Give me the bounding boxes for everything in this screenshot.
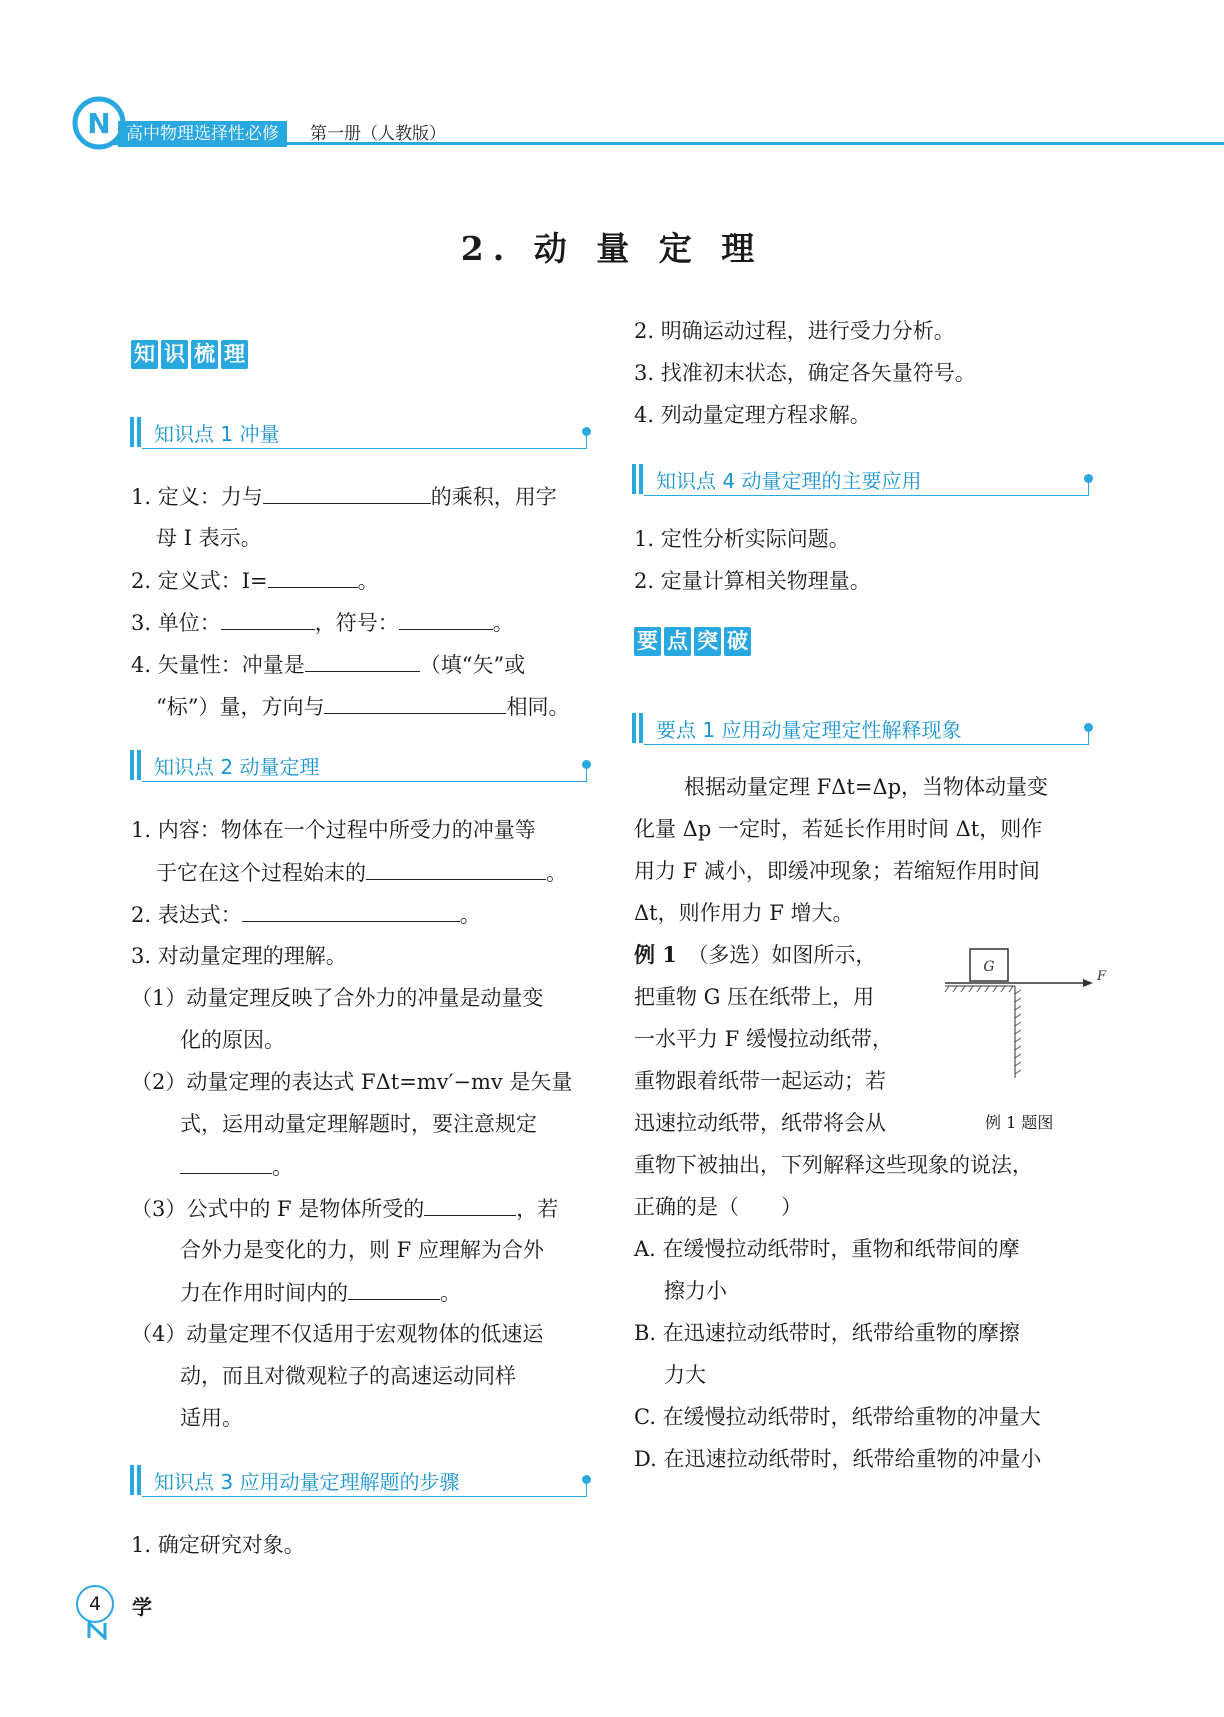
kp2-sub-4: （4）动量定理不仅适用于宏观物体的低速运: [131, 1322, 544, 1346]
example-line-1: 例 1 （多选）如图所示，: [634, 942, 877, 967]
footer-tag: 学: [132, 1595, 152, 1619]
kp3-step-2: 2. 明确运动过程，进行受力分析。: [634, 319, 955, 343]
kp1-line-4: 4. 矢量性：冲量是 （填“矢”或: [131, 643, 525, 686]
knowledge-point-3-heading: [130, 1459, 595, 1497]
kp1-line-1: 1. 定义：力与 的乘积，用字: [131, 475, 557, 518]
kp2-sub-2b: 式，运用动量定理解题时，要注意规定: [180, 1112, 537, 1136]
example-line-3: 一水平力 F 缓慢拉动纸带，: [634, 1027, 893, 1051]
kp2-line-1b: 于它在这个过程始末的 。: [156, 851, 567, 894]
kp2-line-1: 1. 内容：物体在一个过程中所受力的冲量等: [131, 818, 536, 842]
kp2-sub-2c: 。: [180, 1145, 293, 1188]
table-hatch: [945, 986, 1021, 1074]
kp1-line-4b: “标”）量，方向与 相同。: [156, 685, 569, 728]
option-b-cont: 力大: [664, 1363, 706, 1387]
badge-char: 突: [694, 627, 721, 656]
kp2-sub-3: （3）公式中的 F 是物体所受的 ，若: [131, 1187, 558, 1230]
knowledge-point-2-heading: [130, 744, 595, 782]
example-line-4: 重物跟着纸带一起运动；若: [634, 1069, 886, 1093]
kp3-label: 知识点 3 应用动量定理解题的步骤: [154, 1470, 460, 1494]
yd1-label: 要点 1 应用动量定理定性解释现象: [656, 718, 962, 742]
figure-caption: 例 1 题图: [985, 1113, 1054, 1132]
example-line-5: 迅速拉动纸带，纸带将会从: [634, 1111, 886, 1135]
section-badge-review: [131, 340, 248, 369]
kp2-line-2: 2. 表达式： 。: [131, 893, 481, 936]
option-b: B. 在迅速拉动纸带时，纸带给重物的摩擦: [634, 1321, 1020, 1345]
badge-char: 理: [221, 340, 248, 369]
kp2-sub-1b: 化的原因。: [180, 1028, 285, 1052]
kp4-item-1: 1. 定性分析实际问题。: [634, 527, 850, 551]
option-c: C. 在缓慢拉动纸带时，纸带给重物的冲量大: [634, 1405, 1041, 1429]
kp2-sub-3c: 力在作用时间内的 。: [180, 1271, 461, 1314]
kp2-sub-4c: 适用。: [180, 1406, 243, 1430]
kp2-sub-1: （1）动量定理反映了合外力的冲量是动量变: [131, 986, 544, 1010]
force-label: F: [1097, 969, 1107, 984]
svg-text:N: N: [87, 107, 111, 140]
badge-char: 要: [634, 627, 661, 656]
section-badge-key-points: [634, 627, 751, 656]
kp3-step-3: 3. 找准初末状态，确定各矢量符号。: [634, 361, 976, 385]
kp2-sub-4b: 动，而且对微观粒子的高速运动同样: [180, 1364, 516, 1388]
option-a: A. 在缓慢拉动纸带时，重物和纸带间的摩: [634, 1237, 1020, 1261]
kp2-sub-3b: 合外力是变化的力，则 F 应理解为合外: [180, 1238, 544, 1262]
example-tag: 例 1: [634, 942, 677, 967]
kp3-step-4: 4. 列动量定理方程求解。: [634, 403, 871, 427]
kp4-label: 知识点 4 动量定理的主要应用: [656, 469, 922, 493]
kp1-line-3: 3. 单位： ，符号： 。: [131, 601, 514, 644]
volume-label: 第一册（人教版）: [310, 124, 446, 144]
kp2-sub-2: （2）动量定理的表达式 FΔt=mv′−mv 是矢量: [131, 1070, 573, 1094]
badge-char: 破: [724, 627, 751, 656]
kp3-step-1: 1. 确定研究对象。: [131, 1533, 305, 1557]
kp1-label: 知识点 1 冲量: [154, 422, 280, 446]
knowledge-point-4-heading: [632, 458, 1097, 496]
yd1-para-4: Δt，则作用力 F 增大。: [634, 901, 854, 925]
force-arrow-icon: [1083, 979, 1093, 987]
yd1-para-1: 根据动量定理 FΔt=Δp，当物体动量变: [684, 775, 1049, 799]
block-label: G: [983, 959, 995, 975]
example-cont-2: 正确的是（ ）: [634, 1195, 802, 1219]
example-figure: [935, 940, 1110, 1100]
knowledge-point-1-heading: [130, 411, 595, 449]
example-line-2: 把重物 G 压在纸带上，用: [634, 985, 875, 1009]
example-cont-1: 重物下被抽出，下列解释这些现象的说法，: [634, 1153, 1033, 1177]
series-label: 高中物理选择性必修: [118, 121, 287, 147]
badge-char: 知: [131, 340, 158, 369]
kp1-line-1b: 母 I 表示。: [156, 526, 262, 550]
kp2-label: 知识点 2 动量定理: [154, 755, 320, 779]
key-point-1-heading: [632, 707, 1097, 745]
option-a-cont: 擦力小: [664, 1279, 727, 1303]
footer-logo-icon: [86, 1620, 108, 1640]
option-d: D. 在迅速拉动纸带时，纸带给重物的冲量小: [634, 1447, 1042, 1471]
kp2-line-3: 3. 对动量定理的理解。: [131, 944, 347, 968]
kp1-line-2: 2. 定义式：I= 。: [131, 559, 379, 602]
yd1-para-3: 用力 F 减小，即缓冲现象；若缩短作用时间: [634, 859, 1040, 883]
yd1-para-2: 化量 Δp 一定时，若延长作用时间 Δt，则作: [634, 817, 1043, 841]
badge-char: 点: [664, 627, 691, 656]
badge-char: 梳: [191, 340, 218, 369]
kp4-item-2: 2. 定量计算相关物理量。: [634, 569, 871, 593]
badge-char: 识: [161, 340, 188, 369]
page-number: 4: [76, 1585, 114, 1623]
page-title: 2. 动 量 定 理: [460, 229, 764, 268]
